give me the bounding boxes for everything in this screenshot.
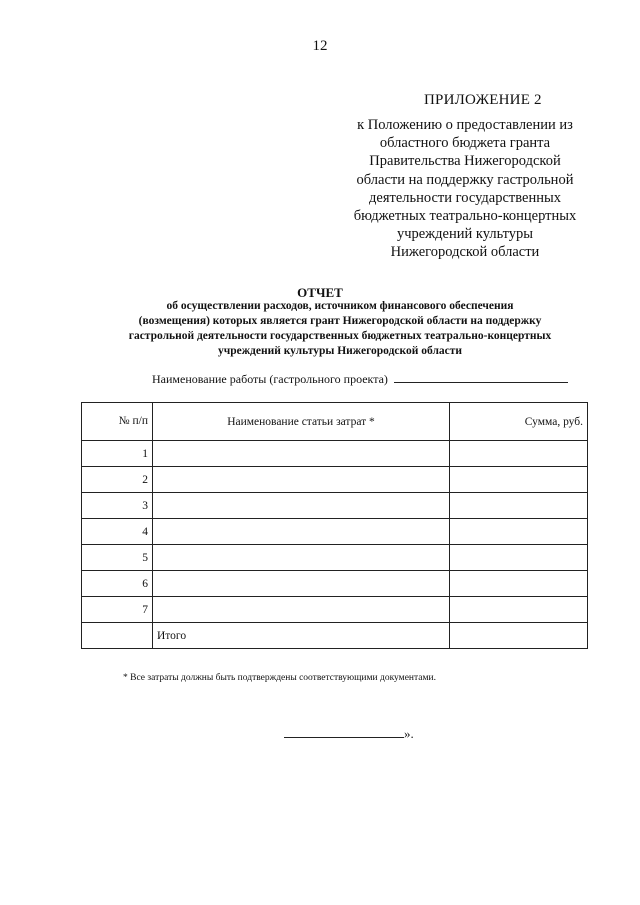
row-number: 3 — [82, 493, 153, 519]
table-total-row — [82, 623, 588, 649]
annex-subtitle-line: бюджетных театрально-концертных — [353, 208, 577, 225]
table-row — [82, 441, 588, 467]
row-item-cell[interactable] — [153, 571, 450, 597]
report-description-line: об осуществлении расходов, источником финансового обеспечения — [166, 300, 514, 312]
annex-subtitle-line: учреждений культуры — [396, 226, 534, 243]
row-item-cell[interactable] — [153, 519, 450, 545]
work-name-blank[interactable] — [394, 372, 568, 383]
row-sum-cell[interactable] — [450, 441, 588, 467]
table-header-row — [82, 403, 588, 441]
annex-subtitle-line: Нижегородской области — [390, 244, 540, 261]
row-number: 5 — [82, 545, 153, 571]
signature-blank[interactable] — [284, 727, 404, 738]
table-row — [82, 493, 588, 519]
table-row — [82, 519, 588, 545]
table-row — [82, 467, 588, 493]
row-sum-cell[interactable] — [450, 519, 588, 545]
row-item-cell[interactable] — [153, 467, 450, 493]
row-sum-cell[interactable] — [450, 545, 588, 571]
header-number: № п/п — [82, 403, 153, 441]
work-name-row — [152, 372, 568, 387]
annex-subtitle-line: областного бюджета гранта — [379, 135, 551, 152]
row-item-cell[interactable] — [153, 493, 450, 519]
total-number-cell — [82, 623, 153, 649]
report-heading: ОТЧЕТ — [297, 285, 343, 300]
signature-row — [284, 726, 414, 742]
signature-suffix: ». — [404, 726, 414, 741]
total-label: Итого — [153, 623, 450, 649]
annex-subtitle-line: к Положению о предоставлении из — [357, 117, 573, 133]
report-description-line: гастрольной деятельности государственных бюджетных театрально-концертных — [128, 330, 552, 342]
annex-subtitle-line: Правительства Нижегородской — [369, 153, 561, 170]
report-description-line: учреждений культуры Нижегородской области — [217, 345, 463, 357]
row-item-cell[interactable] — [153, 441, 450, 467]
footnote: * Все затраты должны быть подтверждены соответствующими документами. — [123, 673, 436, 683]
row-number: 4 — [82, 519, 153, 545]
row-item-cell[interactable] — [153, 545, 450, 571]
row-sum-cell[interactable] — [450, 571, 588, 597]
header-sum: Сумма, руб. — [450, 403, 588, 441]
row-item-cell[interactable] — [153, 597, 450, 623]
row-number: 7 — [82, 597, 153, 623]
row-sum-cell[interactable] — [450, 467, 588, 493]
header-item: Наименование статьи затрат * — [153, 403, 450, 441]
row-number: 6 — [82, 571, 153, 597]
row-sum-cell[interactable] — [450, 493, 588, 519]
row-number: 1 — [82, 441, 153, 467]
annex-subtitle — [335, 116, 595, 262]
report-description — [80, 299, 600, 359]
row-sum-cell[interactable] — [450, 597, 588, 623]
table-row — [82, 597, 588, 623]
page-number: 12 — [312, 38, 328, 54]
row-number: 2 — [82, 467, 153, 493]
total-sum-cell[interactable] — [450, 623, 588, 649]
expense-table — [81, 402, 588, 649]
table-row — [82, 545, 588, 571]
annex-subtitle-line: деятельности государственных — [369, 189, 561, 206]
table-row — [82, 571, 588, 597]
work-name-label: Наименование работы (гастрольного проекта) — [152, 372, 388, 386]
report-description-line: (возмещения) которых является грант Нижегородской области на поддержку — [138, 315, 542, 327]
annex-title: ПРИЛОЖЕНИЕ 2 — [424, 92, 542, 108]
annex-subtitle-line: области на поддержку гастрольной — [356, 171, 574, 188]
